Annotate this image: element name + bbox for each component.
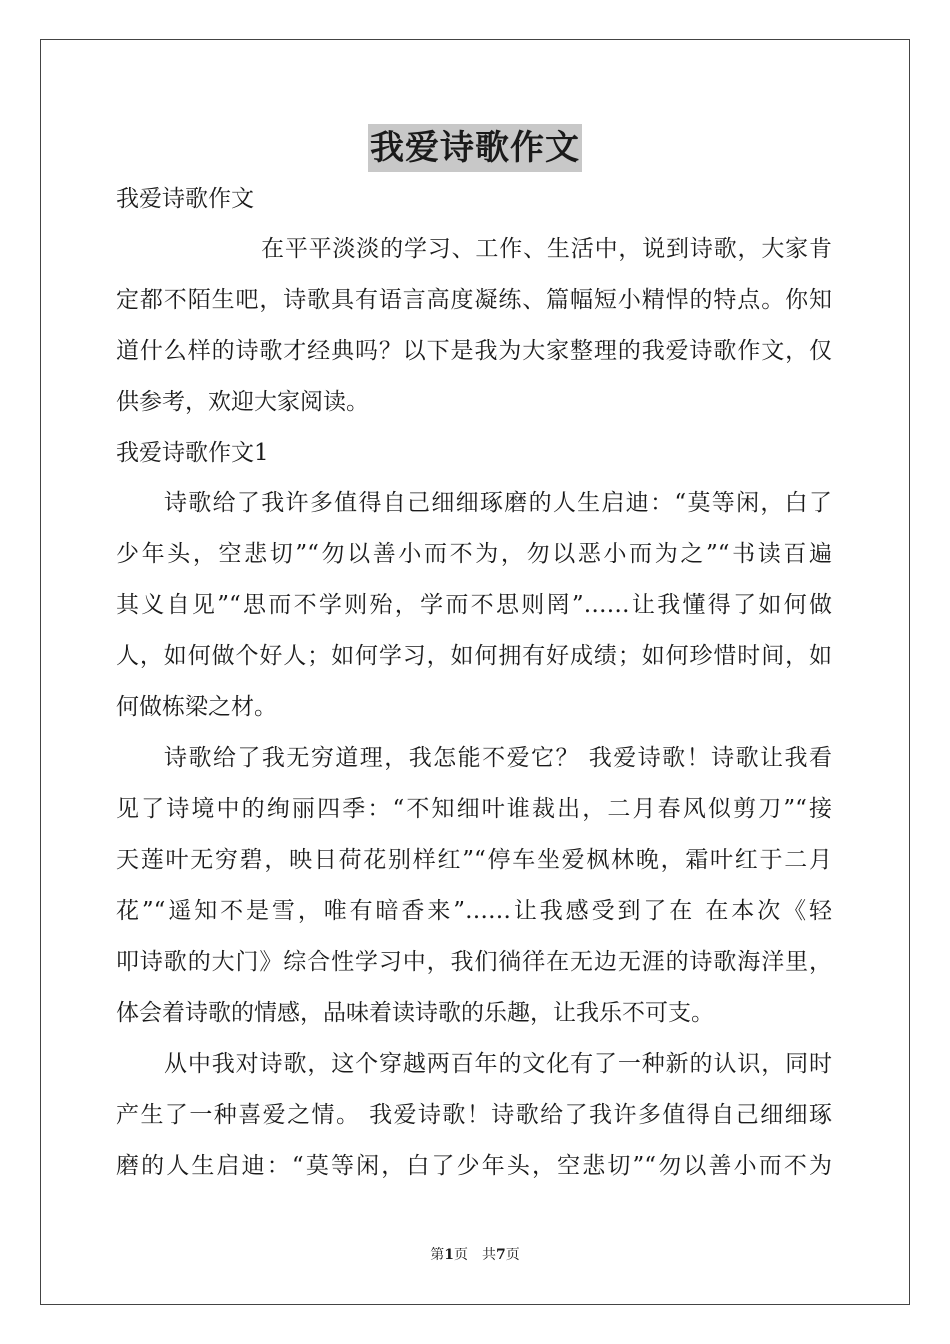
intro-line: 供参考，欢迎大家阅读。 <box>116 389 369 415</box>
footer-suffix: 页 <box>505 1247 520 1263</box>
paragraph-line: 诗歌给了我无穷道理，我怎能不爱它？ 我爱诗歌！诗歌让我看 <box>164 745 832 771</box>
current-page-number: 1 <box>444 1247 454 1263</box>
paragraph-line: 叩诗歌的大门》综合性学习中，我们徜徉在无边无涯的诗歌海洋里， <box>116 949 832 975</box>
total-page-number: 7 <box>496 1247 506 1263</box>
footer-middle: 页 共 <box>454 1247 496 1263</box>
paragraph-line: 人，如何做个好人；如何学习，如何拥有好成绩；如何珍惜时间，如 <box>116 643 832 669</box>
document-title: 我爱诗歌作文 <box>368 124 582 172</box>
page-footer <box>0 1245 950 1265</box>
title-container <box>0 124 950 172</box>
paragraph-line: 磨的人生启迪：“莫等闲，白了少年头，空悲切”“勿以善小而不为 <box>116 1153 832 1179</box>
paragraph-line: 少年头，空悲切”“勿以善小而不为，勿以恶小而为之”“书读百遍 <box>116 541 832 567</box>
paragraph-line: 天莲叶无穷碧，映日荷花别样红”“停车坐爱枫林晚，霜叶红于二月 <box>116 847 832 873</box>
paragraph-line: 诗歌给了我许多值得自己细细琢磨的人生启迪：“莫等闲，白了 <box>164 490 832 516</box>
paragraph-line: 体会着诗歌的情感，品味着读诗歌的乐趣，让我乐不可支。 <box>116 1000 714 1026</box>
paragraph-line: 产生了一种喜爱之情。 我爱诗歌！诗歌给了我许多值得自己细细琢 <box>116 1102 832 1128</box>
footer-prefix: 第 <box>430 1247 445 1263</box>
intro-line: 道什么样的诗歌才经典吗？以下是我为大家整理的我爱诗歌作文，仅 <box>116 338 832 364</box>
document-body <box>116 177 832 1195</box>
intro-line: 在平平淡淡的学习、工作、生活中，说到诗歌，大家肯 <box>261 236 832 262</box>
intro-line: 定都不陌生吧，诗歌具有语言高度凝练、篇幅短小精悍的特点。你知 <box>116 287 832 313</box>
paragraph-line: 见了诗境中的绚丽四季：“不知细叶谁裁出，二月春风似剪刀”“接 <box>116 796 832 822</box>
paragraph-line: 其义自见”“思而不学则殆，学而不思则罔”……让我懂得了如何做 <box>116 592 832 618</box>
section-heading: 我爱诗歌作文1 <box>116 440 269 466</box>
paragraph-line: 从中我对诗歌，这个穿越两百年的文化有了一种新的认识，同时 <box>164 1051 832 1077</box>
paragraph-line: 花”“遥知不是雪，唯有暗香来”……让我感受到了在 在本次《轻 <box>116 898 832 924</box>
subtitle: 我爱诗歌作文 <box>116 186 254 212</box>
paragraph-line: 何做栋梁之材。 <box>116 694 277 720</box>
